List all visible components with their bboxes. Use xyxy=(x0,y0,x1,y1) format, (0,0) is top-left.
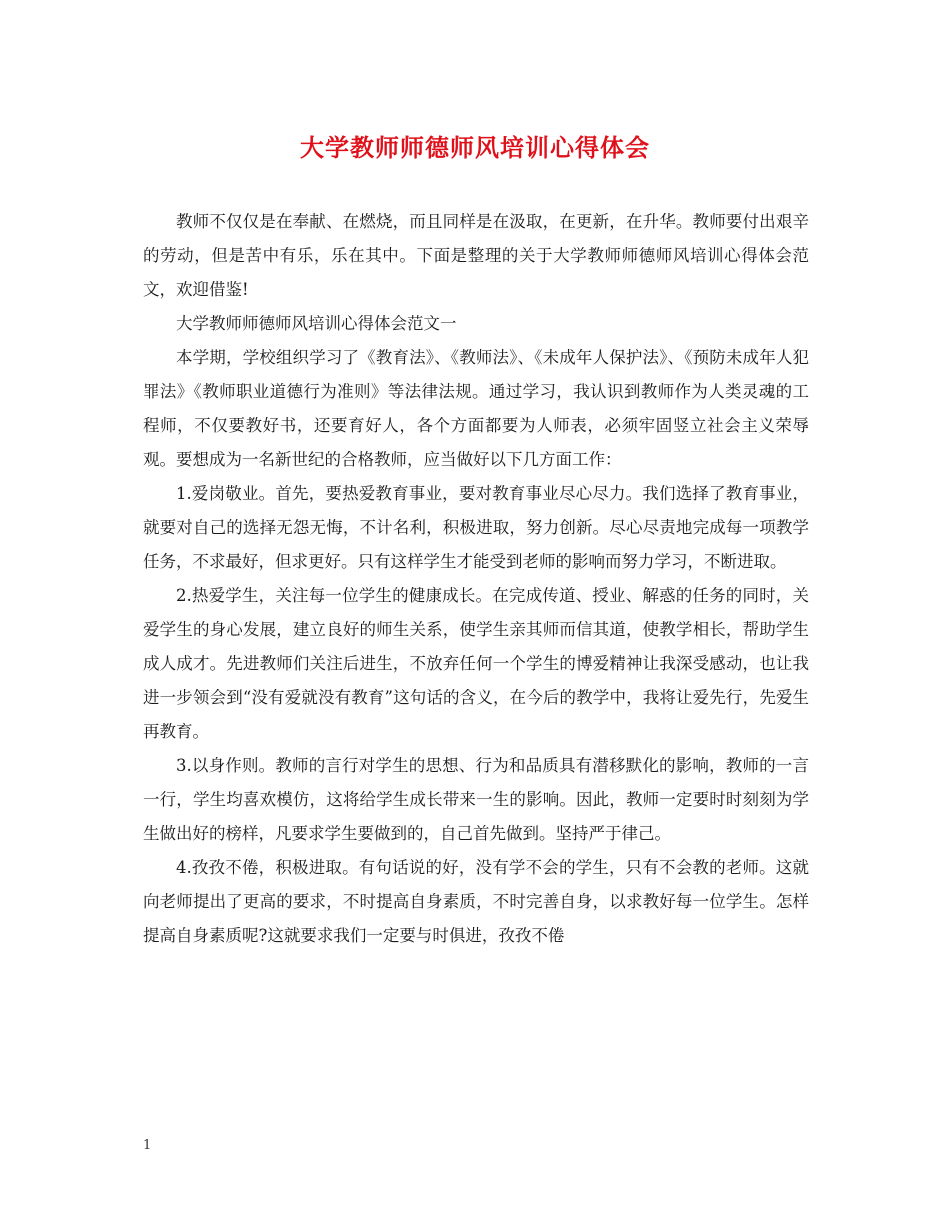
paragraph-intro: 教师不仅仅是在奉献、在燃烧，而且同样是在汲取，在更新，在升华。教师要付出艰辛的劳动，但是苦中有乐，乐在其中。下面是整理的关于大学教师师德师风培训心得体会范文，欢迎借鉴! xyxy=(143,212,809,299)
paragraph-point-3: 3.以身作则。教师的言行对学生的思想、行为和品质具有潜移默化的影响，教师的一言一行，学生均喜欢模仿，这将给学生成长带来一生的影响。因此，教师一定要时时刻刻为学生做出好的榜样，凡要求学生要做到的，自己首先做到。坚持严于律己。 xyxy=(143,756,809,843)
document-title: 大学教师师德师风培训心得体会 xyxy=(300,133,650,162)
paragraph-laws: 本学期，学校组织学习了《教育法》、《教师法》、《未成年人保护法》、《预防未成年人犯罪法》《教师职业道德行为准则》等法律法规。通过学习，我认识到教师作为人类灵魂的工程师，不仅要教好书，还要育好人，各个方面都要为人师表，必须牢固竖立社会主义荣辱观。要想成为一名新世纪的合格教师，应当做好以下几方面工作： xyxy=(143,348,809,469)
document-body xyxy=(143,205,809,953)
paragraph-point-4: 4.孜孜不倦，积极进取。有句话说的好，没有学不会的学生，只有不会教的老师。这就向老师提出了更高的要求，不时提高自身素质，不时完善自身，以求教好每一位学生。怎样提高自身素质呢?这就要求我们一定要与时俱进，孜孜不倦 xyxy=(143,858,809,945)
paragraph-section-heading: 大学教师师德师风培训心得体会范文一 xyxy=(176,314,457,333)
paragraph-point-2: 2.热爱学生，关注每一位学生的健康成长。在完成传道、授业、解惑的任务的同时，关爱学生的身心发展，建立良好的师生关系，使学生亲其师而信其道，使教学相长，帮助学生成人成才。先进教师们关注后进生，不放弃任何一个学生的博爱精神让我深受感动，也让我进一步领会到“没有爱就没有教育”这句话的含义，在今后的教学中，我将让爱先行，先爱生再教育。 xyxy=(143,586,809,741)
page-number: 1 xyxy=(143,1138,152,1153)
paragraph-point-1: 1.爱岗敬业。首先，要热爱教育事业，要对教育事业尽心尽力。我们选择了教育事业，就要对自己的选择无怨无悔，不计名利，积极进取，努力创新。尽心尽责地完成每一项教学任务，不求最好，但求更好。只有这样学生才能受到老师的影响而努力学习，不断进取。 xyxy=(143,484,809,571)
